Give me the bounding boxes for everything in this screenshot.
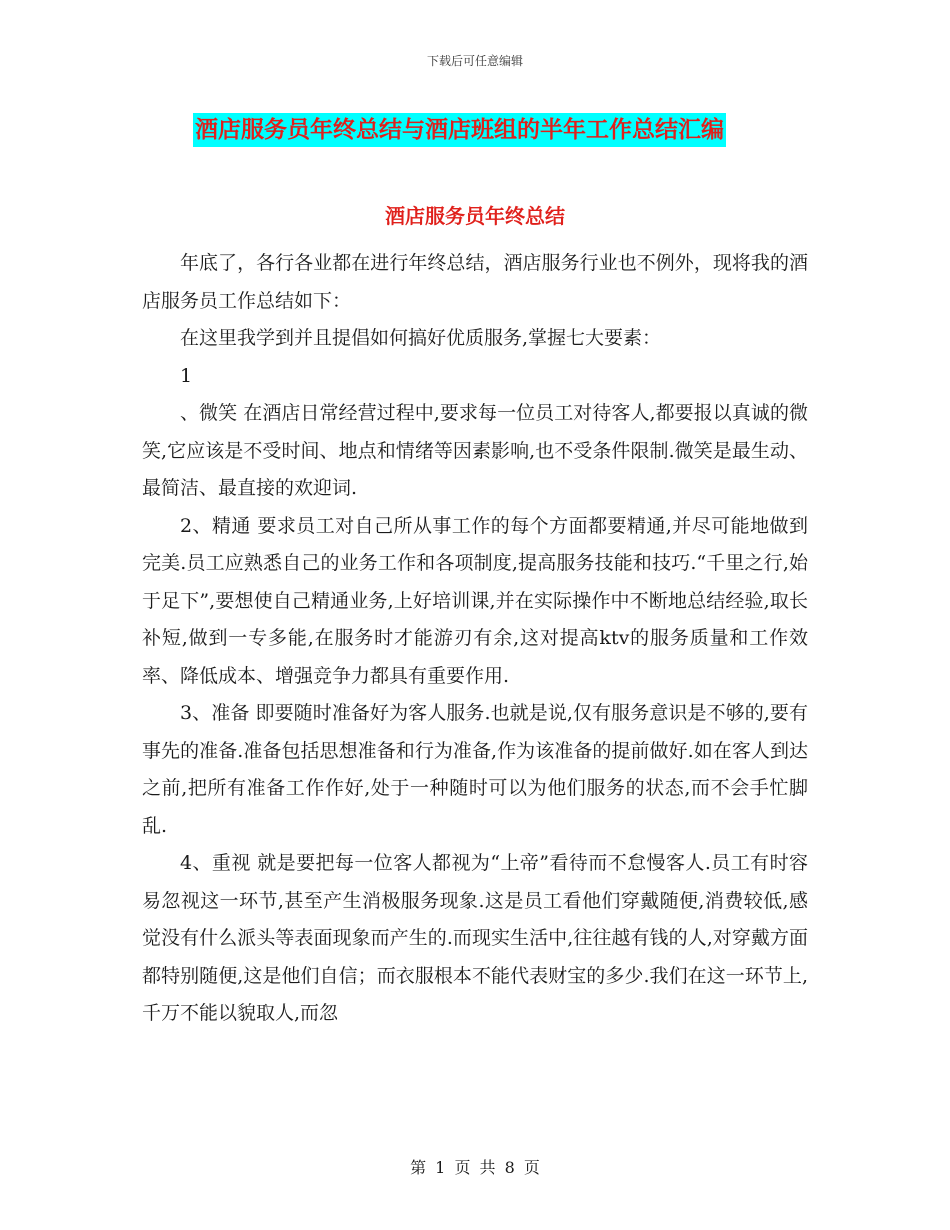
section-title: 酒店服务员年终总结 bbox=[385, 204, 565, 228]
paragraph: 2、精通 要求员工对自己所从事工作的每个方面都要精通,并尽可能地做到完美.员工应熟悉自己的业务工作和各项制度,提高服务技能和技巧.“千里之行,始于足下”,要想使自己精通业务,上好培训课,并在实际操作中不断地总结经验,取长补短,做到一专多能,在服务时才能游刃有余,这对提高ktv的服务质量和工作效率、降低成本、增强竞争力都具有重要作用. bbox=[142, 514, 808, 687]
paragraph: 在这里我学到并且提倡如何搞好优质服务,掌握七大要素： bbox=[180, 327, 662, 349]
paragraph: 、微笑 在酒店日常经营过程中,要求每一位员工对待客人,都要报以真诚的微笑,它应该是不受时间、地点和情绪等因素影响,也不受条件限制.微笑是最生动、最简洁、最直接的欢迎词. bbox=[142, 402, 808, 499]
header-note: 下载后可任意编辑 bbox=[426, 54, 523, 68]
paragraph: 1 bbox=[180, 364, 193, 387]
page-footer: 第 1 页 共 8 页 bbox=[410, 1158, 540, 1177]
body-text bbox=[142, 245, 808, 1033]
document-title: 酒店服务员年终总结与酒店班组的半年工作总结汇编 bbox=[193, 113, 726, 147]
paragraph: 4、重视 就是要把每一位客人都视为“上帝”看待而不怠慢客人.员工有时容易忽视这一环节,甚至产生消极服务现象.这是员工看他们穿戴随便,消费较低,感觉没有什么派头等表面现象而产生的.而现实生活中,往往越有钱的人,对穿戴方面都特别随便,这是他们自信；而衣服根本不能代表财宝的多少.我们在这一环节上,千万不能以貌取人,而忽 bbox=[142, 852, 808, 1024]
paragraph: 3、准备 即要随时准备好为客人服务.也就是说,仅有服务意识是不够的,要有事先的准备.准备包括思想准备和行为准备,作为该准备的提前做好.如在客人到达之前,把所有准备工作作好,处于一种随时可以为他们服务的状态,而不会手忙脚乱. bbox=[142, 702, 808, 837]
paragraph: 年底了，各行各业都在进行年终总结，酒店服务行业也不例外，现将我的酒店服务员工作总结如下： bbox=[142, 252, 808, 312]
